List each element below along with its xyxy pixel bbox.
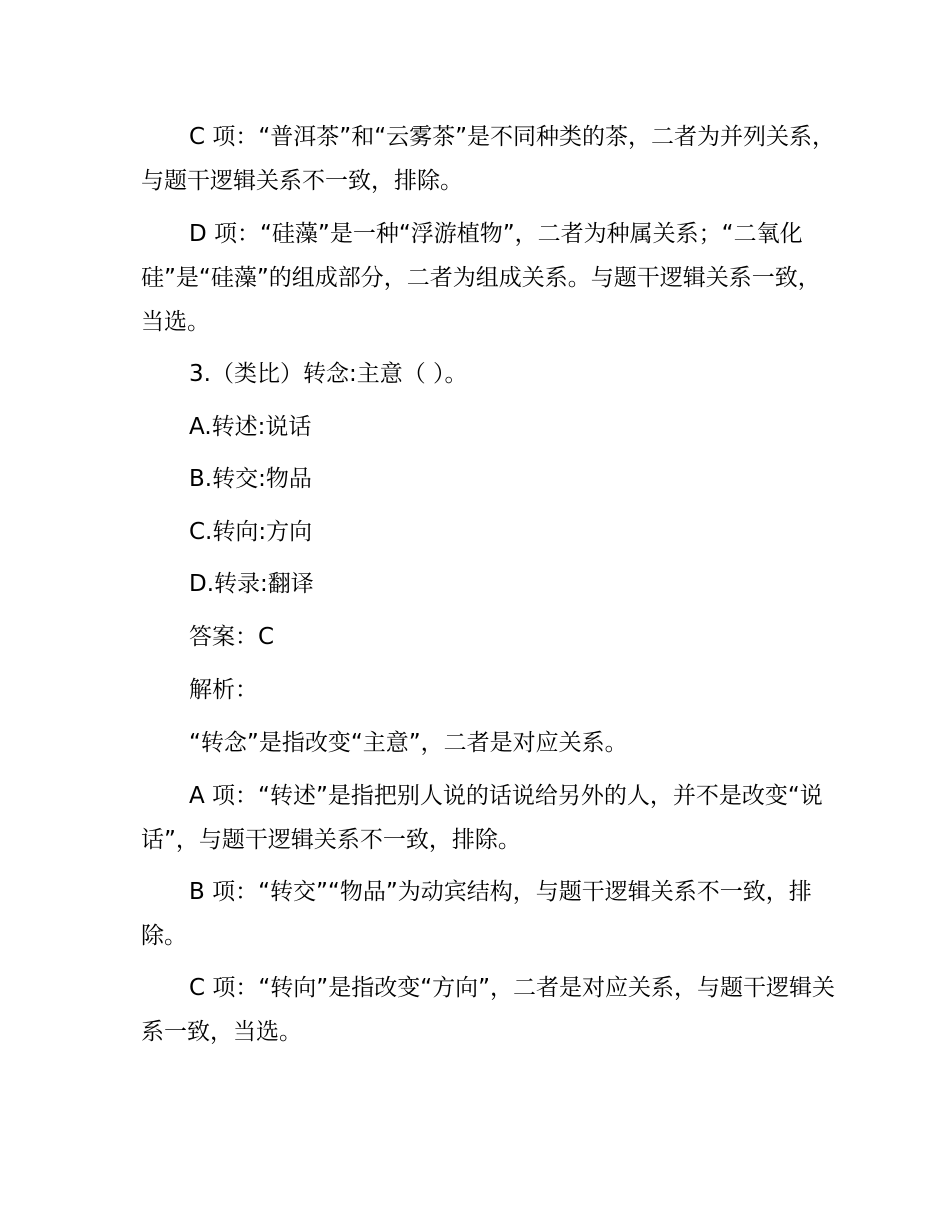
question-stem: 3.（类比）转念:主意（ ）。 <box>189 361 468 387</box>
paragraph-option-c-prev: C 项：“普洱茶”和“云雾茶”是不同种类的茶，二者为并列关系，与题干逻辑关系不一致，排除。 <box>141 124 836 194</box>
paragraph-option-d-prev: D 项：“硅藻”是一种“浮游植物”，二者为种属关系；“二氧化硅”是“硅藻”的组成部分，二者为组成关系。与题干逻辑关系一致，当选。 <box>141 221 821 335</box>
option-a: A.转述:说话 <box>189 414 312 440</box>
option-d: D.转录:翻译 <box>189 571 314 597</box>
answer-line: 答案：C <box>189 624 275 650</box>
analysis-option-b: B 项：“转交”“物品”为动宾结构，与题干逻辑关系不一致，排除。 <box>141 879 812 949</box>
analysis-label: 解析： <box>189 677 258 703</box>
option-b: B.转交:物品 <box>189 466 312 492</box>
analysis-intro: “转念”是指改变“主意”，二者是对应关系。 <box>189 730 628 756</box>
analysis-option-a: A 项：“转述”是指把别人说的话说给另外的人，并不是改变“说话”，与题干逻辑关系不一致，排除。 <box>141 783 823 853</box>
option-c: C.转向:方向 <box>189 519 313 545</box>
analysis-option-c: C 项：“转向”是指改变“方向”，二者是对应关系，与题干逻辑关系一致，当选。 <box>141 975 836 1045</box>
